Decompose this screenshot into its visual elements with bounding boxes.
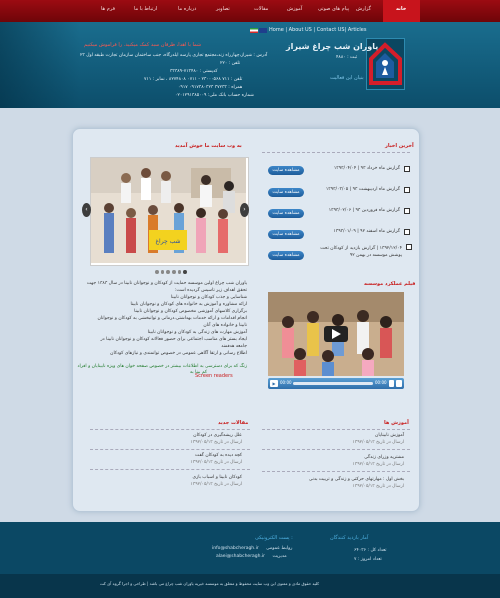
header-slogan: شما با اهدا، ظرفان سبد کمک میکنید. را فراموش میکنیم: [84, 42, 202, 48]
header-address-1: آدرس : شیراز،چهارراه زند،مجتمع تجاری پارسه ایلدرگاه، جنب ساختمان سازمان تجارت طبقه اول ۲۳: [80, 53, 268, 58]
article-date: ارسال در تاریخ ۱۳۹۲/۰۵/۱۳: [190, 482, 242, 487]
video-player[interactable]: [268, 292, 404, 376]
lang-links[interactable]: Home | About US | Contact US| Articles: [269, 27, 367, 33]
photo-slider: [90, 157, 249, 266]
education-item[interactable]: [262, 476, 404, 490]
footer-bottom-bar: [0, 574, 500, 598]
children-group-photo: [91, 158, 246, 263]
education-item-title[interactable]: آموزش نابینایان: [375, 433, 404, 438]
header-mobile: همراه : ۳۷۲۳۳ ۰۹۱۷۳۸۰۳۲۳ ۰۹۱۷: [178, 85, 243, 90]
video-title: فیلم عملکرد موسسه: [364, 281, 416, 287]
articles-divider: [90, 429, 250, 430]
footer-email-label-2: مدیریت: [272, 554, 287, 559]
footer-stat-today: تعداد امروز : ۷: [354, 557, 382, 562]
education-divider: [262, 471, 410, 472]
news-bullet-icon: [406, 244, 412, 250]
nav-item-home[interactable]: خانه: [396, 6, 407, 12]
intro-line: یاوران شب چراغ اولین موسسه حمایت از کودکان و نوجوانان نابینا در سال ۱۳۸۳ جهت: [86, 281, 247, 286]
news-title: آخرین اخبار: [385, 143, 414, 149]
news-divider: [262, 152, 410, 153]
education-item[interactable]: [262, 432, 404, 446]
screen-readers-link[interactable]: Screen readers: [195, 373, 233, 379]
education-item-title[interactable]: بخش اول : مهارتهای حرکتی و زندگی و تربیت بدنی: [308, 477, 404, 482]
footer-email-2[interactable]: alaei@shabcheragh.ir: [216, 554, 266, 559]
article-date: ارسال در تاریخ ۱۳۹۲/۰۵/۱۳: [190, 440, 242, 445]
article-title[interactable]: کچه دیده به کودکان گفت: [195, 453, 242, 458]
news-bullet-icon: [404, 166, 410, 172]
slider-dot-active[interactable]: [183, 270, 187, 274]
volume-icon[interactable]: [389, 380, 394, 387]
intro-line: برگزاری کلاسهای آموزشی مخصوص کودکان و نوجوانان نابینا: [134, 309, 247, 314]
slider-dots: [155, 270, 187, 274]
education-title: آموزش ها: [384, 420, 409, 426]
education-item-date: ارسال در تاریخ ۱۳۹۲/۰۵/۱۳: [352, 440, 404, 445]
news-more-button[interactable]: مشاهده سایت: [268, 188, 304, 197]
education-item-title[interactable]: مشتریه وزرای زندگی: [364, 455, 404, 460]
news-item-text[interactable]: ۱۳۹۲/۱۲/۰۴ | گزارش بازدید از کودکان تحت پوشش موسسه در بهمن ۹۲: [320, 246, 402, 258]
footer-stats-title: آمار بازدید کنندگان: [330, 535, 369, 541]
footer-copyright: کلیه حقوق مادی و معنوی این وب سایت محفوظ و متعلق به موسسه خیریه یاوران شب چراغ می باشد | طراحی و اجرا گروه آی کت: [100, 581, 320, 586]
persian-flag-icon[interactable]: [250, 28, 258, 33]
news-bullet-icon: [404, 229, 410, 235]
nav-item-articles[interactable]: مقالات: [254, 6, 269, 12]
header-phone: تلفن : ۷۱۱ ۲۳۰۰۰۵۶۸ - ۰۷۱۱ ۸۲۷۴۸۰۸ ، نمابر : ۷۱۱: [144, 77, 243, 82]
intro-line: شناسایی و جذب کودکان و نوجوانان نابینا: [170, 295, 247, 300]
news-more-button[interactable]: مشاهده سایت: [268, 209, 304, 218]
slider-dot[interactable]: [155, 270, 159, 274]
news-bullet-icon: [404, 187, 410, 193]
article-title[interactable]: کودکان نابینا و اسباب بازی: [192, 475, 242, 480]
video-progress-bar[interactable]: [293, 382, 373, 385]
intro-line: ارائه مشاوره و آموزش به خانواده های کودکان و نوجوانان نابینا: [130, 302, 247, 307]
intro-note: زنگ که برای دسترسی به اطلاعات بیشتر در خصوص صفحه خوان های ویژه نابینایان و افراد: [77, 364, 247, 369]
english-flag-icon[interactable]: [259, 28, 267, 33]
footer-stat-total: تعداد کل : ۶۴۰۳۶: [354, 548, 387, 553]
site-title: یاوران شب چراغ شیراز: [286, 42, 379, 51]
fullscreen-icon[interactable]: [396, 380, 402, 387]
slider-dot[interactable]: [178, 270, 182, 274]
news-item-text[interactable]: گزارش ماه خرداد ۹۳ | ۱۳۹۳/۰۴/۰۴: [333, 166, 400, 171]
education-item-date: ارسال در تاریخ ۱۳۹۲/۰۵/۱۳: [352, 462, 404, 467]
footer-email-1[interactable]: info@shabcheragh.ir: [212, 546, 259, 551]
news-more-button[interactable]: مشاهده سایت: [268, 230, 304, 239]
nav-item-about[interactable]: درباره ما: [178, 6, 197, 12]
slider-dot[interactable]: [172, 270, 176, 274]
slider-dot[interactable]: [161, 270, 165, 274]
intro-line: جامعه هدفمند: [221, 344, 247, 349]
news-item-text[interactable]: گزارش ماه فروردین ۹۳ | ۱۳۹۳/۰۲/۰۶: [328, 208, 400, 213]
site-tagline: بنیان این فعالیت: [330, 75, 364, 81]
intro-line: اطلاع رسانی و ارتقا آگاهی عمومی در خصوص توانمندی و نیازهای کودکان: [110, 351, 247, 356]
article-title[interactable]: علل ریشه‌گیری در کودکان: [193, 433, 242, 438]
video-time-current: 00:00: [280, 380, 292, 385]
nav-item-contact[interactable]: ارتباط با ما: [134, 6, 158, 12]
news-bullet-icon: [404, 208, 410, 214]
intro-line: ایجاد بستر های مناسب اجتماعی برای حضور فعالانه کودکان و نوجوانان نابینا در: [100, 337, 247, 342]
welcome-title: به وب سایت ما خوش آمدید: [175, 143, 242, 149]
articles-divider: [90, 469, 250, 470]
intro-line: نابینا و خانواده های آنان: [203, 323, 247, 328]
intro-line: انجام اقدامات و ارائه خدمات بهداشتی،درمانی و توانبخشی به کودکان و نوجوانان: [97, 316, 247, 321]
article-item[interactable]: [90, 452, 242, 466]
intro-note-end: کم بینا به: [190, 370, 208, 375]
education-item[interactable]: [262, 454, 404, 468]
news-more-button[interactable]: مشاهده سایت: [268, 251, 304, 260]
video-time-total: 00:00: [375, 380, 387, 385]
footer-email-row: [216, 554, 287, 559]
intro-line: تحقق اهداف زیر تاسیس گردیده است:: [174, 288, 247, 293]
news-more-button[interactable]: مشاهده سایت: [268, 166, 304, 175]
nav-item-reports[interactable]: گزارش: [356, 6, 372, 12]
news-item-text[interactable]: گزارش ماه اسفند ۹۲ | ۱۳۹۳/۰۱/۰۹: [333, 229, 400, 234]
slider-banner-text: شب چراغ: [155, 238, 181, 245]
slider-dot[interactable]: [166, 270, 170, 274]
header-account: شماره حساب بانک ملی: ۰۲۰۱۲۹۱۳۸۵۰۰۹: [175, 93, 254, 98]
video-thumbnail: [268, 292, 404, 376]
articles-divider: [90, 449, 250, 450]
articles-title: مقالات جدید: [218, 420, 249, 426]
education-divider: [262, 449, 410, 450]
nav-item-gallery[interactable]: تصاویر: [216, 6, 230, 12]
news-item-text[interactable]: گزارش ماه اردیبهشت ۹۳ | ۱۳۹۳/۰۳/۰۵: [325, 187, 400, 192]
article-item[interactable]: [90, 432, 242, 446]
play-icon[interactable]: ▶: [270, 380, 278, 387]
article-date: ارسال در تاریخ ۱۳۹۲/۰۵/۱۳: [190, 460, 242, 465]
header-address-2: تلفن : ۲۲۰: [220, 61, 241, 66]
footer-email-row: [212, 546, 292, 551]
nav-item-forms[interactable]: فرم ها: [101, 6, 115, 12]
education-divider: [262, 429, 410, 430]
slider-next-button[interactable]: ›: [240, 203, 249, 217]
footer-email-label-1: روابط عمومی: [266, 546, 293, 551]
footer-email-title: پست الکترونیکی :: [255, 535, 293, 541]
site-subtitle: ثبت : ۴۸۸۰: [336, 55, 358, 60]
intro-text: [86, 280, 247, 357]
nav-item-audio[interactable]: پیام های صوتی: [318, 6, 350, 12]
header-postal: کدپستی : ۷۱۳۴۸۰-۳۳۳۸۹: [170, 69, 218, 74]
article-item[interactable]: [90, 474, 242, 488]
nav-item-education[interactable]: آموزش: [287, 6, 303, 12]
education-item-date: ارسال در تاریخ ۱۳۹۲/۰۵/۱۳: [352, 484, 404, 489]
intro-line: آموزش مهارت های زندگی به کودکان و نوجوانان نابینا: [147, 330, 247, 335]
top-nav: [0, 0, 500, 22]
slider-prev-button[interactable]: ‹: [82, 203, 91, 217]
header-shade: [0, 22, 80, 108]
